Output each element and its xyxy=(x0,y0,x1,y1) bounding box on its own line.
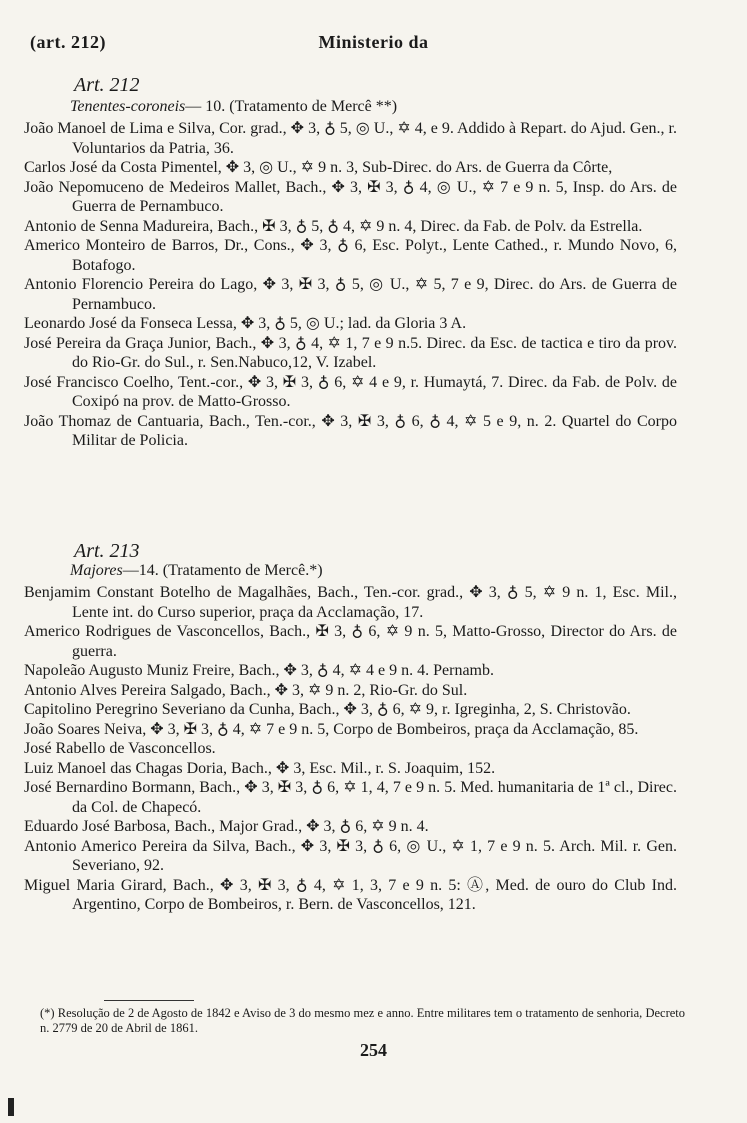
running-header xyxy=(30,32,717,54)
list-item: Eduardo José Barbosa, Bach., Major Grad., ✥ 3, ♁ 6, ✡ 9 n. 4. xyxy=(24,818,429,835)
section-title-art-213: Art. 213 xyxy=(74,540,140,562)
list-item: João Manoel de Lima e Silva, Cor. grad., ✥ 3, ♁ 5, ◎ U., ✡ 4, e 9. Addido à Repart. do Ajud. Gen., r. Voluntarios da Patria, 36. xyxy=(24,120,677,157)
list-item: Miguel Maria Girard, Bach., ✥ 3, ✠ 3, ♁ 4, ✡ 1, 3, 7 e 9 n. 5: Ⓐ, Med. de ouro do Club Ind. Argentino, Corpo de Bombeiros, r. Bern. de Vasconcellos, 121. xyxy=(24,876,677,913)
rank-label: Majores xyxy=(70,562,123,579)
rank-detail: — 10. (Tratamento de Mercê **) xyxy=(185,98,398,115)
scan-corner-mark xyxy=(8,1098,14,1116)
list-item: João Nepomuceno de Medeiros Mallet, Bach., ✥ 3, ✠ 3, ♁ 4, ◎ U., ✡ 7 e 9 n. 5, Insp. do Ars. de Guerra de Pernambuco. xyxy=(24,178,677,215)
list-item: Carlos José da Costa Pimentel, ✥ 3, ◎ U., ✡ 9 n. 3, Sub-Direc. do Ars. de Guerra da Côrte, xyxy=(24,159,613,176)
list-item: José Rabello de Vasconcellos. xyxy=(24,740,216,757)
list-item: Antonio Alves Pereira Salgado, Bach., ✥ 3, ✡ 9 n. 2, Rio-Gr. do Sul. xyxy=(24,681,468,699)
list-item: Antonio Americo Pereira da Silva, Bach., ✥ 3, ✠ 3, ♁ 6, ◎ U., ✡ 1, 7 e 9 n. 5. Arch. Mil. r. Gen. Severiano, 92. xyxy=(24,837,677,874)
header-title: Ministerio da xyxy=(318,32,429,52)
list-item: José Francisco Coelho, Tent.-cor., ✥ 3, ✠ 3, ♁ 6, ✡ 4 e 9, r. Humaytá, 7. Direc. da Fab. de Polv. de Coxipó na prov. de Matto-Grosso. xyxy=(24,373,677,410)
list-item: José Bernardino Bormann, Bach., ✥ 3, ✠ 3, ♁ 6, ✡ 1, 4, 7 e 9 n. 5. Med. humanitaria de 1ª cl., Direc. da Col. de Chapecó. xyxy=(24,779,677,816)
header-article-ref: (art. 212) xyxy=(30,32,106,52)
list-item: Americo Rodrigues de Vasconcellos, Bach., ✠ 3, ♁ 6, ✡ 9 n. 5, Matto-Grosso, Director do Ars. de guerra. xyxy=(24,623,677,660)
list-item: Luiz Manoel das Chagas Doria, Bach., ✥ 3, Esc. Mil., r. S. Joaquim, 152. xyxy=(24,759,496,777)
entry-list-art-212 xyxy=(24,119,677,451)
section-subhead-art-212 xyxy=(70,98,397,116)
rank-label: Tenentes-coroneis xyxy=(70,98,186,115)
page-number: 254 xyxy=(360,1040,387,1060)
footnote-divider xyxy=(104,1000,194,1001)
section-title-art-212: Art. 212 xyxy=(74,74,140,96)
list-item: João Soares Neiva, ✥ 3, ✠ 3, ♁ 4, ✡ 7 e 9 n. 5, Corpo de Bombeiros, praça da Acclamação, 85. xyxy=(24,720,639,738)
section-subhead-art-213 xyxy=(70,562,323,580)
list-item: Leonardo José da Fonseca Lessa, ✥ 3, ♁ 5, ◎ U.; lad. da Gloria 3 A. xyxy=(24,315,467,332)
list-item: Antonio Florencio Pereira do Lago, ✥ 3, ✠ 3, ♁ 5, ◎ U., ✡ 5, 7 e 9, Direc. do Ars. de Guerra de Pernambuco. xyxy=(24,276,677,313)
list-item: Capitolino Peregrino Severiano da Cunha, Bach., ✥ 3, ♁ 6, ✡ 9, r. Igreginha, 2, S. Christovão. xyxy=(24,701,631,718)
list-item: José Pereira da Graça Junior, Bach., ✥ 3, ♁ 4, ✡ 1, 7 e 9 n.5. Direc. da Esc. de tactica e tiro da prov. do Rio-Gr. do Sul., r. Sen.Nabuco,12, V. Izabel. xyxy=(24,334,677,371)
list-item: Americo Monteiro de Barros, Dr., Cons., ✥ 3, ♁ 6, Esc. Polyt., Lente Cathed., r. Mundo Novo, 6, Botafogo. xyxy=(24,237,677,274)
list-item: João Thomaz de Cantuaria, Bach., Ten.-cor., ✥ 3, ✠ 3, ♁ 6, ♁ 4, ✡ 5 e 9, n. 2. Quartel do Corpo Militar de Policia. xyxy=(24,412,677,449)
footnote: (*) Resolução de 2 de Agosto de 1842 e Aviso de 3 do mesmo mez e anno. Entre militares tem o tratamento de senhoria, Decreto n. 2779 de 20 de Abril de 1861. xyxy=(40,1006,685,1035)
rank-detail: —14. (Tratamento de Mercê.*) xyxy=(122,562,323,579)
list-item: Antonio de Senna Madureira, Bach., ✠ 3, ♁ 5, ♁ 4, ✡ 9 n. 4, Direc. da Fab. de Polv. da Estrella. xyxy=(24,217,643,235)
list-item: Napoleão Augusto Muniz Freire, Bach., ✥ 3, ♁ 4, ✡ 4 e 9 n. 4. Pernamb. xyxy=(24,662,494,679)
list-item: Benjamim Constant Botelho de Magalhães, Bach., Ten.-cor. grad., ✥ 3, ♁ 5, ✡ 9 n. 1, Esc. Mil., Lente int. do Curso superior, praça da Acclamação, 17. xyxy=(24,584,677,621)
entry-list-art-213 xyxy=(24,583,677,915)
